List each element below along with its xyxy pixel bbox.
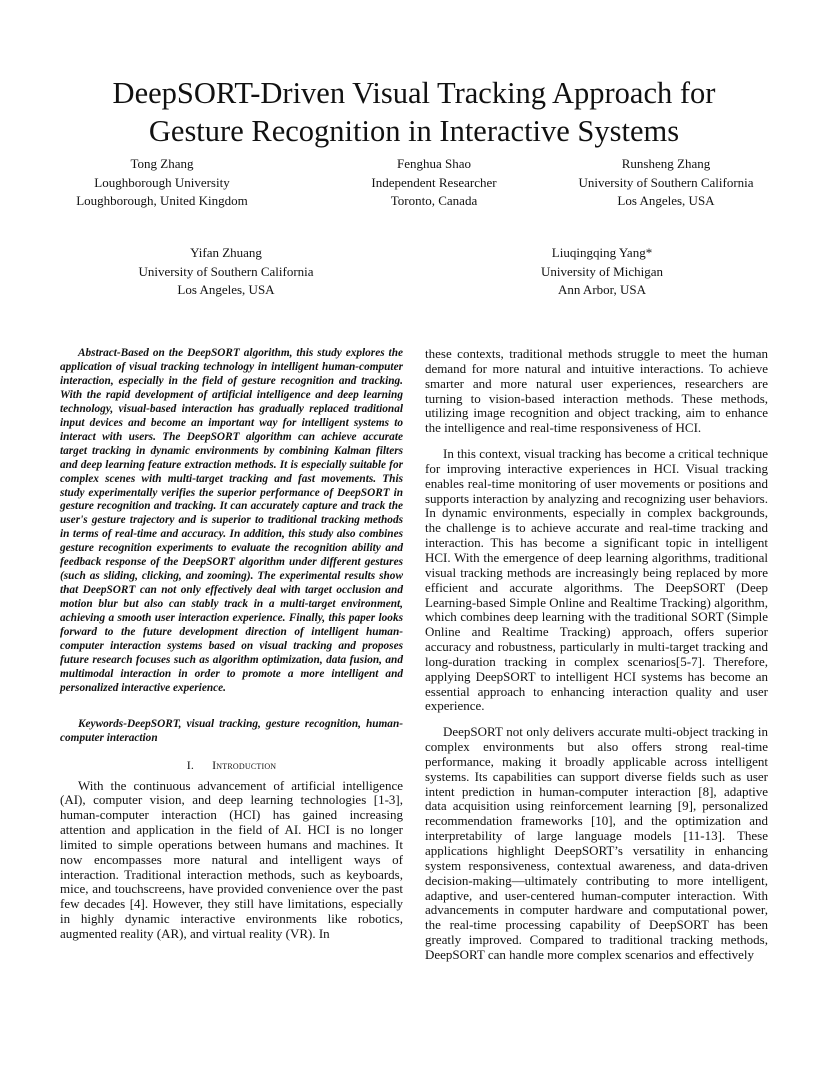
section-number: I. bbox=[186, 757, 195, 772]
body-paragraph: these contexts, traditional methods struggle to meet the human demand for more natural and intuitive interactions. To achieve smarter and more natural user experiences, researchers are turning to vision-based interaction methods. These methods, utilizing image recognition and object tracking, aim to enhance the intelligence and real-time responsiveness of HCI. bbox=[425, 346, 768, 436]
body-paragraph: DeepSORT not only delivers accurate multi-object tracking in complex environments but also offers strong real-time performance, making it broadly applicable across intelligent systems. Its capabilities can support diverse fields such as user intent prediction in human-computer interaction [8], adaptive data acquisition using reinforcement learning [9], personalized recommendation frameworks [10], and the optimization and interpretability of large language models [11-13]. These applications highlight DeepSORT’s versatility in enhancing system responsiveness, contextual awareness, and data-driven decision-making—ultimately contributing to more intelligent, adaptive, and user-centered human-computer interaction. With advancements in computer hardware and computational power, the real-time processing capability of DeepSORT has been greatly improved. Compared to traditional tracking methods, DeepSORT can handle more complex scenarios and effectively bbox=[425, 724, 768, 962]
author-location: Loughborough, United Kingdom bbox=[76, 193, 248, 208]
author-block bbox=[310, 155, 558, 211]
author-affiliation: Independent Researcher bbox=[371, 174, 497, 190]
keywords: Keywords-DeepSORT, visual tracking, gesture recognition, human-computer interaction bbox=[60, 717, 403, 744]
author-block bbox=[470, 244, 734, 300]
author-name: Liuqingqing Yang* bbox=[551, 245, 653, 260]
title-line-1: DeepSORT-Driven Visual Tracking Approach for bbox=[112, 76, 716, 110]
author-name: Yifan Zhuang bbox=[190, 245, 262, 260]
left-column bbox=[60, 347, 403, 942]
section-title: Introduction bbox=[212, 757, 277, 772]
paper-title bbox=[40, 74, 788, 150]
author-block bbox=[94, 244, 358, 300]
author-location: Los Angeles, USA bbox=[617, 193, 715, 208]
author-location: Ann Arbor, USA bbox=[558, 282, 646, 297]
author-block bbox=[40, 155, 284, 211]
author-affiliation: University of Southern California bbox=[578, 174, 754, 190]
author-name: Tong Zhang bbox=[130, 156, 194, 171]
body-paragraph: With the continuous advancement of artificial intelligence (AI), computer vision, and deep learning technologies [1-3], human-computer interaction (HCI) has gained increasing attention and application in the field of AI. HCI is no longer limited to simple operations between humans and machines. It now encompasses more natural and intelligent ways of interaction. Traditional interaction methods, such as keyboards, mice, and touchscreens, have provided convenience over the past few decades [4]. However, they still have limitations, especially in highly dynamic interactive environments like robotics, augmented reality (AR), and virtual reality (VR). In bbox=[60, 777, 403, 942]
author-block bbox=[552, 155, 780, 211]
author-affiliation: Loughborough University bbox=[94, 174, 230, 190]
author-affiliation: University of Southern California bbox=[138, 263, 314, 279]
right-column bbox=[425, 347, 768, 963]
section-heading bbox=[60, 758, 403, 773]
author-location: Toronto, Canada bbox=[390, 193, 478, 208]
abstract: Abstract-Based on the DeepSORT algorithm, this study explores the application of visual tracking technology in intelligent human-computer interaction, especially in the field of gesture recognition and tracking. With the rapid development of artificial intelligence and deep learning technology, visual-based interaction has gradually replaced traditional input devices and become an important way for intelligent systems to interact with users. The DeepSORT algorithm can achieve accurate target tracking in dynamic environments by combining Kalman filters and deep learning feature extraction methods. It is especially suitable for complex scenes with multi-target tracking and fast movements. This study experimentally verifies the superior performance of DeepSORT in gesture recognition and tracking. It can accurately capture and track the user's gesture trajectory and is superior to traditional tracking methods in terms of real-time and accuracy. In addition, this study also combines gesture recognition experiments to evaluate the recognition ability and feedback response of the DeepSORT algorithm under different gestures (such as sliding, clicking, and zooming). The experimental results show that DeepSORT can not only effectively deal with target occlusion and motion blur but also can stably track in a multi-target environment, achieving a smooth user interaction experience. Finally, this paper looks forward to the future development direction of intelligent human-computer interaction systems based on visual tracking and proposes future research focuses such as algorithm optimization, data fusion, and multimodal interaction in order to promote a more intelligent and personalized interactive experience. bbox=[60, 347, 403, 694]
author-name: Fenghua Shao bbox=[396, 156, 472, 171]
author-name: Runsheng Zhang bbox=[621, 156, 711, 171]
body-paragraph: In this context, visual tracking has become a critical technique for improving interactive experiences in HCI. Visual tracking enables real-time monitoring of user movements or positions and supports interaction by analyzing and recognizing user behaviors. In dynamic environments, especially in complex backgrounds, the challenge is to achieve accurate and real-time tracking and interaction. This has become a significant topic in intelligent HCI. With the emergence of deep learning algorithms, traditional visual tracking methods are increasingly being replaced by more efficient and accurate algorithms. The DeepSORT (Deep Learning-based Simple Online and Realtime Tracking) algorithm, which combines deep learning with the traditional SORT (Simple Online and Realtime Tracking) approach, offers superior accuracy and robustness, particularly in multi-target tracking and long-duration tracking in complex scenarios[5-7]. Therefore, applying DeepSORT to intelligent HCI systems has become an essential approach to enhancing interaction quality and user experience. bbox=[425, 446, 768, 714]
author-affiliation: University of Michigan bbox=[540, 263, 664, 279]
author-location: Los Angeles, USA bbox=[177, 282, 275, 297]
title-line-2: Gesture Recognition in Interactive Systems bbox=[148, 114, 680, 148]
